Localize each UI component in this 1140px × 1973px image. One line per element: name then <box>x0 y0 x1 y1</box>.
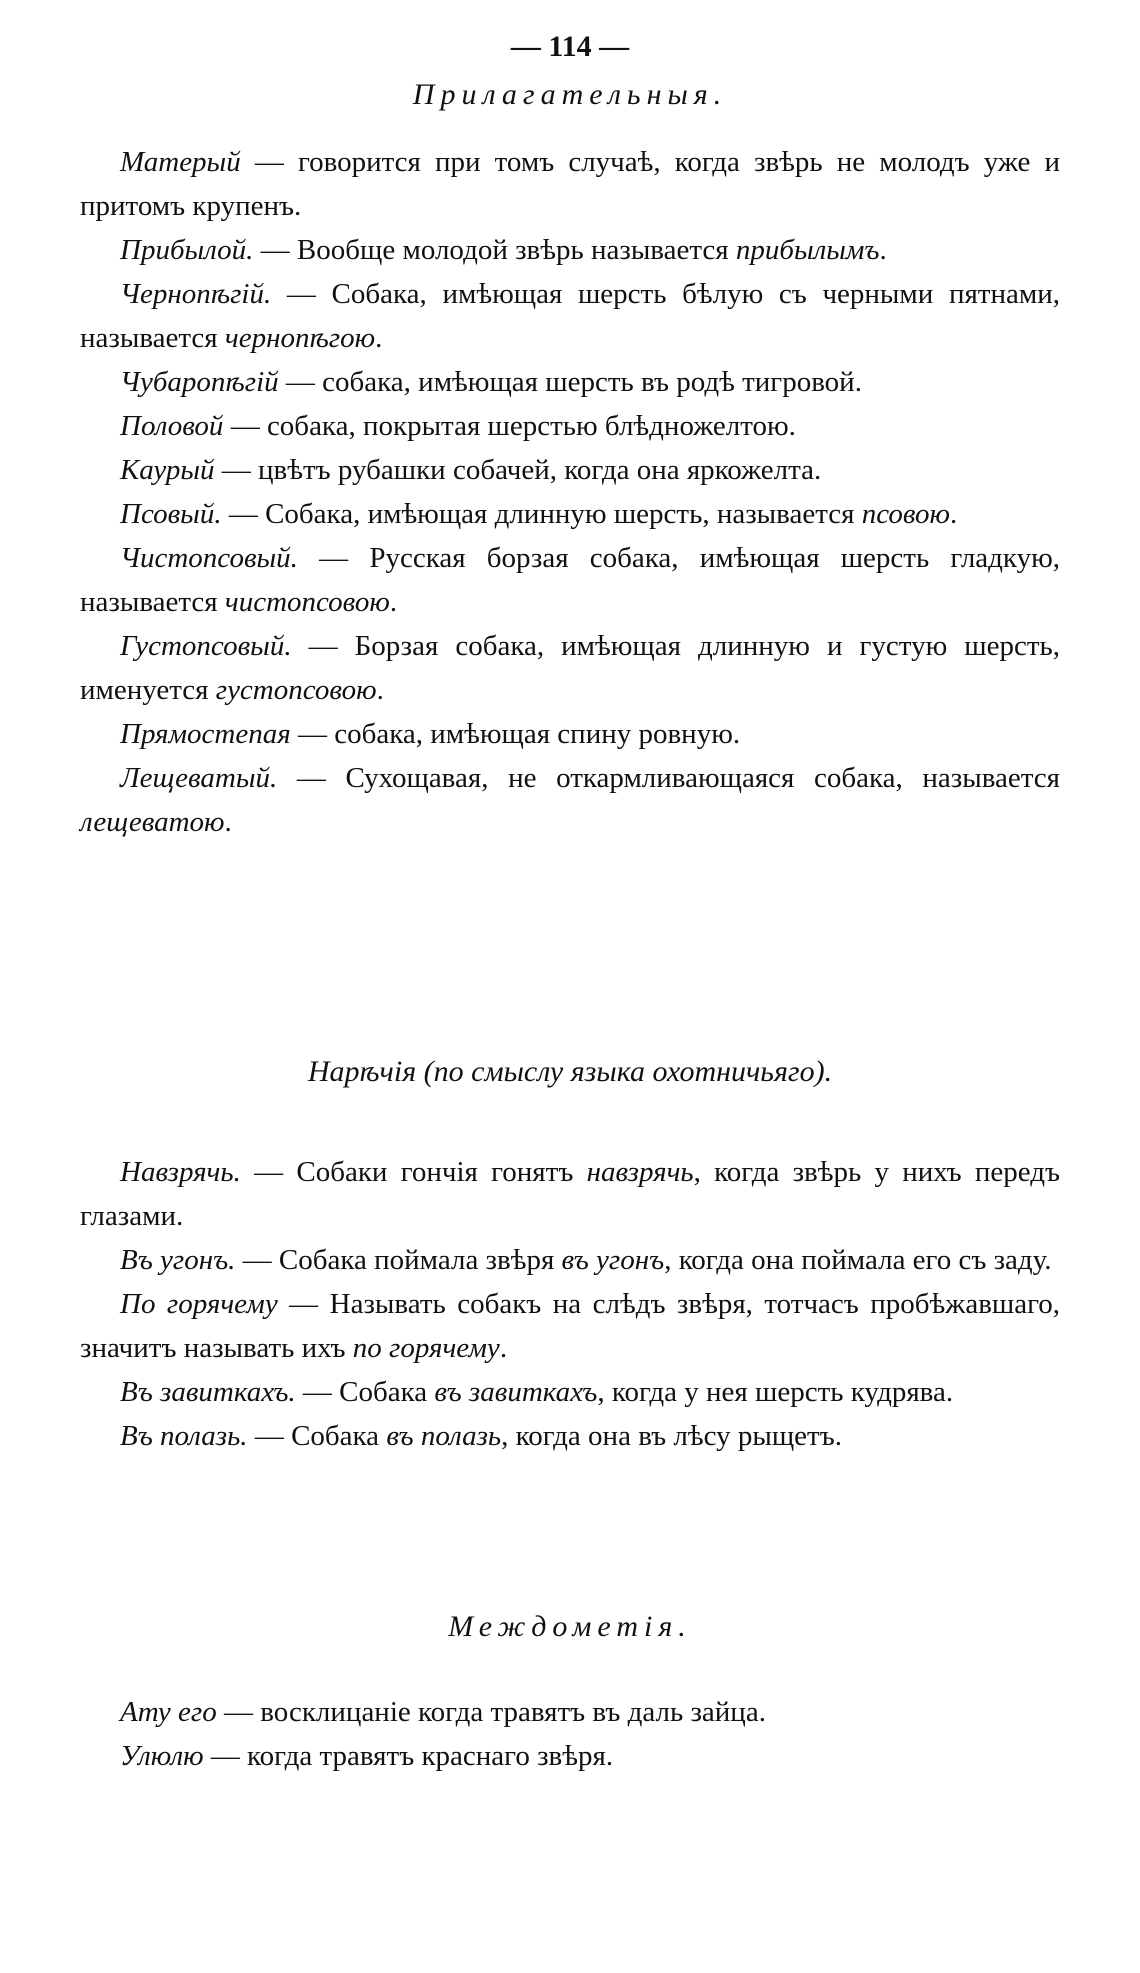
entry-v-polaz: Въ полазь. — Собака въ полазь, когда она въ лѣсу рыщетъ. <box>120 1420 842 1452</box>
entry-chubaropegii: Чубаропѣгій — собака, имѣющая шерсть въ родѣ тигровой. <box>120 366 862 398</box>
entry-pribyloi: Прибылой. — Вообще молодой звѣрь называется прибылымъ. <box>120 234 887 266</box>
entry-psovyi: Псовый. — Собака, имѣющая длинную шерсть, называется псовою. <box>120 498 958 530</box>
page-number: — 114 — <box>510 30 630 63</box>
section-title-interjections: Междометія. <box>448 1610 692 1643</box>
section-title-adverbs: Нарѣчія (по смыслу языка охотничьяго). <box>307 1055 833 1088</box>
entry-leshchevatyi: Лещеватый. — Сухощавая, не откармливающаяся собака, называется лещеватою. <box>80 762 1061 838</box>
adjectives-list <box>80 140 1060 844</box>
entry-atu-ego: Ату его — восклицаніе когда травятъ въ даль зайца. <box>120 1696 766 1728</box>
adverbs-list <box>80 1150 1060 1458</box>
entry-v-zavitkakh: Въ завиткахъ. — Собака въ завиткахъ, когда у нея шерсть кудрява. <box>120 1376 954 1408</box>
entry-chernopegii: Чернопѣгій. — Собака, имѣющая шерсть бѣлую съ черными пятнами, называется чернопѣгою. <box>80 278 1060 354</box>
interjections-list <box>80 1690 1060 1778</box>
entry-kauryi: Каурый — цвѣтъ рубашки собачей, когда она яркожелта. <box>120 454 822 486</box>
entry-chistopsovyi: Чистопсовый. — Русская борзая собака, имѣющая шерсть гладкую, называется чистопсовою. <box>80 542 1061 618</box>
entry-gustopsovyi: Густопсовый. — Борзая собака, имѣющая длинную и густую шерсть, именуется густопсовою. <box>80 630 1060 706</box>
entry-pryamostepaya: Прямостепая — собака, имѣющая спину ровную. <box>120 718 741 750</box>
entry-materyi: Матерый — говорится при томъ случаѣ, когда звѣрь не молодъ уже и притомъ крупенъ. <box>80 146 1061 222</box>
entry-polovoi: Половой — собака, покрытая шерстью блѣдножелтою. <box>120 410 796 442</box>
entry-po-goryachemu: По горячему — Называть собакъ на слѣдъ звѣря, тотчасъ пробѣжавшаго, значитъ называть ихъ по горячему. <box>80 1288 1061 1364</box>
entry-navzryach: Навзрячь. — Собаки гончія гонятъ навзрячь, когда звѣрь у нихъ передъ глазами. <box>80 1156 1061 1232</box>
entry-ulyulyu: Улюлю — когда травятъ краснаго звѣря. <box>120 1740 614 1772</box>
section-title-adjectives: Прилагательныя. <box>412 78 728 111</box>
entry-v-ugon: Въ угонъ. — Собака поймала звѣря въ угонъ, когда она поймала его съ заду. <box>120 1244 1052 1276</box>
